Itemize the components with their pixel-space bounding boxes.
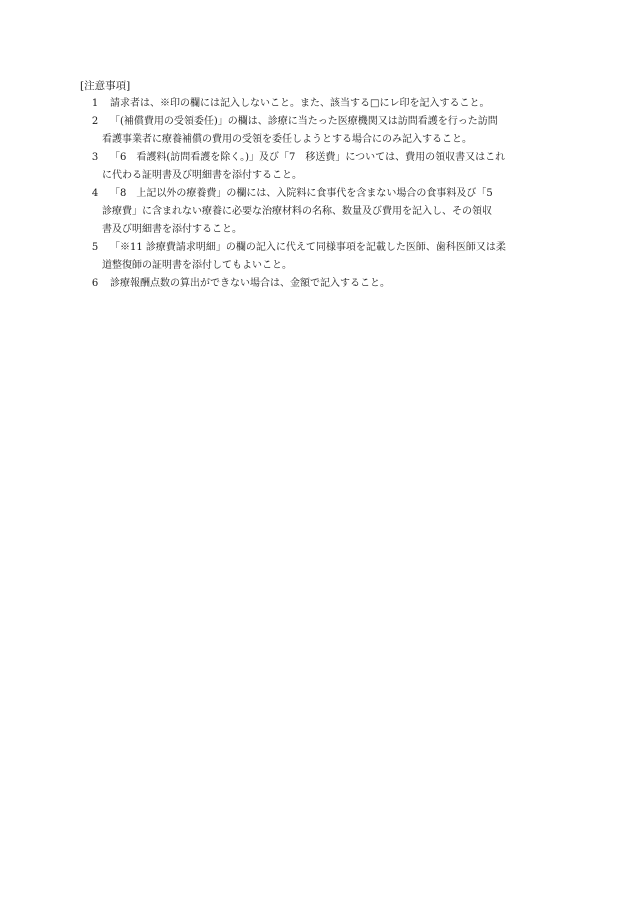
note-line: 「(補償費用の受領委任)」の欄は、診療に当たった医療機関又は訪問看護を行った訪問 bbox=[110, 116, 498, 127]
note-line: 書及び明細書を添付すること。 bbox=[102, 224, 242, 235]
note-item-6 bbox=[80, 275, 560, 293]
note-item-4 bbox=[80, 185, 560, 239]
note-text bbox=[102, 239, 560, 275]
note-line: 「6 看護料(訪問看護を除く。)」及び「7 移送費」については、費用の領収書又はこれ bbox=[110, 152, 506, 163]
note-line: 「8 上記以外の療養費」の欄には、入院料に食事代を含まない場合の食事料及び「5 bbox=[110, 188, 493, 199]
note-number: 1 bbox=[91, 98, 99, 109]
note-line: 看護事業者に療養補償の費用の受領を委任しようとする場合にのみ記入すること。 bbox=[102, 134, 472, 145]
note-text bbox=[102, 149, 560, 185]
note-text bbox=[110, 95, 560, 113]
note-text bbox=[102, 185, 560, 239]
note-number: 6 bbox=[91, 278, 99, 289]
note-number: 5 bbox=[91, 242, 99, 253]
note-item-5 bbox=[80, 239, 560, 275]
note-item-2 bbox=[80, 113, 560, 149]
note-number: 4 bbox=[91, 188, 99, 199]
note-text bbox=[102, 113, 560, 149]
note-text bbox=[110, 275, 560, 293]
note-line: に代わる証明書及び明細書を添付すること。 bbox=[102, 170, 302, 181]
note-line: 診療報酬点数の算出ができない場合は、金額で記入すること。 bbox=[110, 278, 390, 289]
note-line: 診療費」に含まれない療養に必要な治療材料の名称、数量及び費用を記入し、その領収 bbox=[102, 206, 492, 217]
note-line: 道整復師の証明書を添付してもよいこと。 bbox=[102, 260, 292, 271]
note-number: 2 bbox=[91, 116, 99, 127]
note-item-1 bbox=[80, 95, 560, 113]
note-number: 3 bbox=[91, 152, 99, 163]
note-line: 請求者は、※印の欄には記入しないこと。また、該当する□にレ印を記入すること。 bbox=[110, 98, 490, 109]
note-line: 「※11 診療費請求明細」の欄の記入に代えて同様事項を記載した医師、歯科医師又は柔 bbox=[110, 242, 506, 253]
notes-section bbox=[80, 77, 560, 293]
notes-heading: [注意事項] bbox=[80, 80, 131, 92]
note-item-3 bbox=[80, 149, 560, 185]
